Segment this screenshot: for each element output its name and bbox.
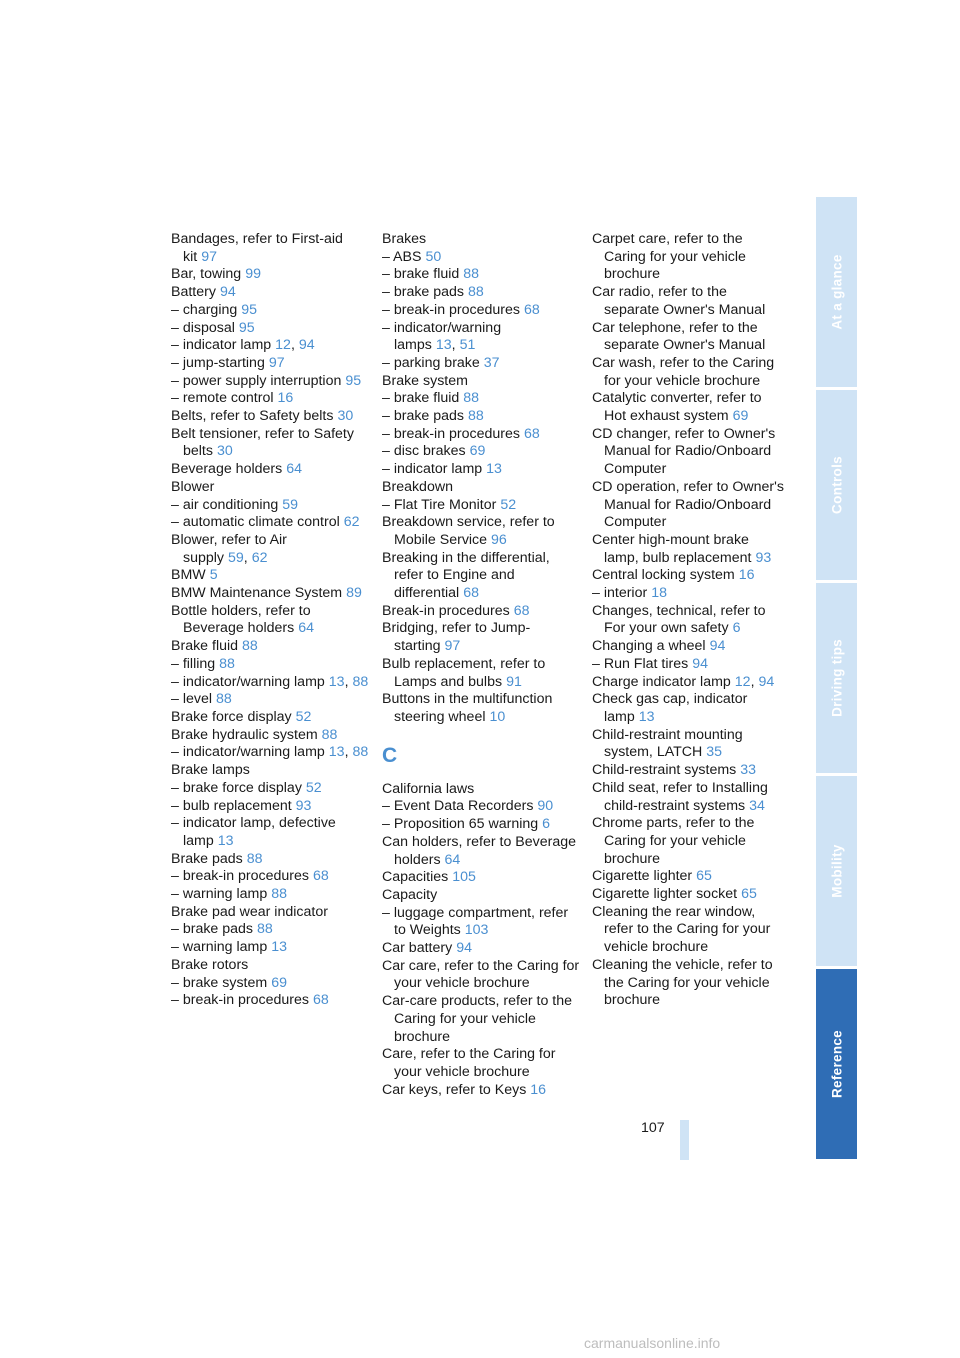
index-entry	[171, 603, 371, 638]
index-entry	[592, 390, 784, 425]
page-ref-link[interactable]: 68	[313, 868, 329, 885]
index-entry	[592, 231, 784, 284]
index-entry-text: – brake pads	[171, 921, 254, 938]
index-entry-text: Changes, technical, refer to For your own safety	[592, 602, 766, 637]
page-ref-link[interactable]: 94	[298, 337, 315, 354]
index-entry-text: Bridging, refer to Jump-starting	[382, 620, 531, 655]
index-entry-text: – brake fluid	[382, 266, 460, 283]
index-entry-text: Care, refer to the Caring for your vehicle brochure	[382, 1046, 556, 1080]
page-ref-link[interactable]: 64	[444, 851, 461, 868]
index-entry-text: Belts, refer to Safety belts	[171, 408, 334, 425]
page-ref-link[interactable]: 69	[271, 974, 287, 991]
index-entry-text: – interior	[592, 585, 648, 602]
index-entry-text: Cigarette lighter socket	[592, 886, 738, 903]
page-ref-link[interactable]: 94	[709, 638, 726, 655]
index-entry	[171, 479, 371, 497]
index-entry	[592, 479, 784, 532]
page-ref-link[interactable]: 50	[425, 248, 442, 265]
index-entry-text: – brake pads	[382, 284, 465, 301]
index-entry	[382, 958, 582, 993]
page-ref-link[interactable]: 16	[738, 567, 755, 584]
index-entry	[171, 939, 371, 957]
index-entry	[171, 231, 371, 266]
page-ref-link[interactable]: 13	[328, 744, 345, 761]
index-entry	[382, 620, 582, 655]
index-entry-text: Beverage holders	[171, 461, 283, 478]
tab-driving-tips[interactable]	[816, 583, 857, 773]
index-entry	[171, 904, 371, 922]
index-column-1	[171, 231, 371, 1010]
index-entry	[592, 886, 784, 904]
index-entry	[382, 249, 582, 267]
index-entry	[592, 603, 784, 638]
index-entry-text: – break-in procedures	[382, 425, 521, 442]
index-entry-text: Catalytic converter, refer to Hot exhaust system	[592, 390, 762, 425]
index-entry-text: CD changer, refer to Owner's Manual for Radio/Onboard Computer	[592, 425, 776, 478]
page-ref-link[interactable]: 35	[706, 744, 723, 761]
page-ref-separator: ,	[290, 337, 295, 354]
index-entry	[592, 585, 784, 603]
index-entry-text: – break-in procedures	[171, 992, 310, 1009]
index-entry	[382, 355, 582, 373]
index-entry-text: – brake pads	[382, 408, 465, 425]
page-ref-link[interactable]: 89	[346, 585, 362, 602]
index-entry-text: Breakdown	[382, 478, 453, 495]
page-ref-link[interactable]: 6	[542, 816, 551, 833]
index-entry-text: – filling	[171, 655, 216, 672]
index-entry	[592, 868, 784, 886]
index-entry-text: – break-in procedures	[382, 301, 521, 318]
index-entry	[171, 567, 371, 585]
page-ref-link[interactable]: 97	[268, 354, 285, 371]
index-entry	[171, 656, 371, 674]
page-ref-link[interactable]: 59	[228, 549, 244, 566]
index-entry	[382, 869, 582, 887]
index-entry-text: Cleaning the rear window, refer to the Caring for your vehicle brochure	[592, 903, 771, 956]
index-entry	[171, 497, 371, 515]
page-ref-link[interactable]: 68	[463, 585, 479, 602]
page-ref-link[interactable]: 69	[732, 408, 749, 425]
chapter-tabs	[816, 197, 857, 1162]
page-ref-link[interactable]: 88	[242, 638, 258, 655]
page-ref-link[interactable]: 68	[524, 425, 540, 442]
index-entry	[171, 691, 371, 709]
index-entry-text: – brake force display	[171, 779, 302, 796]
index-entry	[171, 355, 371, 373]
page-ref-link[interactable]: 68	[313, 992, 329, 1009]
page-ref-link[interactable]: 95	[238, 319, 255, 336]
page-ref-link[interactable]: 88	[468, 408, 484, 425]
index-entry-text: Central locking system	[592, 567, 735, 584]
index-entry	[592, 567, 784, 585]
index-entry-text: – remote control	[171, 390, 274, 407]
index-entry-text: Brake force display	[171, 708, 292, 725]
page-ref-link[interactable]: 94	[758, 673, 775, 690]
index-entry	[592, 638, 784, 656]
page-ref-link[interactable]: 97	[444, 638, 461, 655]
index-entry-text: Bottle holders, refer to Beverage holders	[171, 602, 311, 637]
index-entry-text: Belt tensioner, refer to Safety belts	[171, 425, 354, 460]
index-entry-text: – automatic climate control	[171, 514, 340, 531]
page-ref-link[interactable]: 59	[282, 496, 299, 513]
index-entry	[382, 514, 582, 549]
index-entry	[171, 373, 371, 391]
index-entry-text: CD operation, refer to Owner's Manual for Radio/Onboard Computer	[592, 478, 784, 531]
index-entry-text: Car radio, refer to the separate Owner's Manual	[592, 284, 766, 318]
page-ref-link[interactable]: 105	[452, 869, 476, 886]
index-entry	[382, 373, 582, 391]
index-list-b	[382, 231, 582, 727]
page-ref-link[interactable]: 103	[464, 922, 489, 939]
page-ref-link[interactable]: 99	[245, 266, 261, 283]
index-entry	[592, 284, 784, 319]
tab-reference[interactable]	[816, 969, 857, 1159]
page-number: 107	[641, 1120, 665, 1136]
index-entry	[382, 390, 582, 408]
index-entry-text: Brake system	[382, 372, 468, 389]
page-ref-separator: ,	[344, 673, 349, 690]
index-entry	[171, 921, 371, 939]
index-entry	[171, 886, 371, 904]
page-ref-link[interactable]: 97	[201, 248, 217, 265]
page-ref-link[interactable]: 88	[246, 850, 263, 867]
tab-label: Mobility	[829, 844, 844, 898]
watermark: carmanualsonline.info	[584, 1335, 721, 1351]
index-entry	[592, 532, 784, 567]
index-entry-text: Brakes	[382, 231, 427, 247]
index-entry	[382, 781, 582, 799]
index-entry	[382, 443, 582, 461]
page-ref-separator: ,	[750, 673, 755, 690]
index-entry	[592, 762, 784, 780]
index-entry	[171, 302, 371, 320]
index-entry-text: – bulb replacement	[171, 797, 292, 814]
index-entry	[382, 940, 582, 958]
index-entry	[171, 727, 371, 745]
index-entry	[382, 798, 582, 816]
page-ref-link[interactable]: 88	[463, 266, 480, 283]
page-ref-link[interactable]: 64	[298, 620, 314, 637]
index-list-c	[382, 781, 582, 1100]
page-ref-link[interactable]: 88	[219, 655, 235, 672]
page-ref-link[interactable]: 37	[483, 354, 500, 371]
index-entry	[171, 426, 371, 461]
index-entry-text: Breakdown service, refer to Mobile Service	[382, 514, 555, 548]
page-ref-link[interactable]: 13	[638, 708, 655, 725]
index-entry	[171, 284, 371, 302]
index-entry	[382, 479, 582, 497]
index-entry-text: Capacities	[382, 869, 449, 886]
index-entry	[171, 868, 371, 886]
section-letter-c: C	[382, 743, 398, 767]
page-ref-link[interactable]: 51	[459, 337, 476, 354]
index-entry-text: – warning lamp	[171, 939, 268, 956]
index-entry	[382, 691, 582, 726]
index-entry-text: Bulb replacement, refer to Lamps and bulbs	[382, 655, 546, 690]
index-entry	[592, 691, 784, 726]
index-entry-text: Changing a wheel	[592, 638, 706, 655]
index-entry-text: Car battery	[382, 940, 453, 957]
index-entry	[592, 727, 784, 762]
page-ref-link[interactable]: 34	[749, 797, 765, 814]
page-ref-link[interactable]: 88	[321, 726, 338, 743]
page-ref-link[interactable]: 62	[251, 549, 268, 566]
page-ref-link[interactable]: 13	[486, 461, 502, 478]
index-entry-text: – ABS	[382, 248, 422, 265]
index-entry-text: – level	[171, 691, 213, 708]
page-ref-link[interactable]: 13	[435, 337, 452, 354]
index-column-3	[592, 231, 784, 1010]
index-entry-text: Charge indicator lamp	[592, 673, 731, 690]
index-entry-text: Car care, refer to the Caring for your vehicle brochure	[382, 957, 580, 992]
index-entry-text: California laws	[382, 780, 475, 797]
index-entry-text: Breaking in the differential, refer to Engine and differential	[382, 549, 550, 602]
page-ref-link[interactable]: 93	[295, 797, 312, 814]
index-entry-text: – Proposition 65 warning	[382, 816, 539, 833]
index-entry	[382, 905, 582, 940]
index-entry-text: Car telephone, refer to the separate Owner's Manual	[592, 319, 766, 354]
index-entry-text: Child seat, refer to Installing child-restraint systems	[592, 779, 768, 814]
index-entry	[171, 798, 371, 816]
index-entry	[592, 656, 784, 674]
page-ref-link[interactable]: 96	[491, 531, 507, 548]
page-ref-link[interactable]: 10	[489, 708, 506, 725]
index-entry	[171, 638, 371, 656]
page-ref-link[interactable]: 13	[271, 939, 287, 956]
index-entry	[382, 816, 582, 834]
index-entry-text: – disposal	[171, 319, 235, 336]
index-entry	[171, 390, 371, 408]
page-ref-separator: ,	[451, 337, 456, 354]
page-ref-link[interactable]: 88	[352, 744, 369, 761]
index-entry	[592, 957, 784, 1010]
page-ref-link[interactable]: 95	[241, 301, 258, 318]
index-entry	[171, 514, 371, 532]
index-entry-text: Car-care products, refer to the Caring for your vehicle brochure	[382, 993, 573, 1045]
index-entry	[382, 320, 582, 355]
index-entry-text: Car keys, refer to Keys	[382, 1081, 527, 1098]
page-ref-link[interactable]: 30	[337, 408, 354, 425]
page-ref-link[interactable]: 88	[271, 886, 287, 903]
page-ref-link[interactable]: 65	[741, 886, 757, 903]
page-ref-link[interactable]: 30	[216, 443, 233, 460]
index-entry-text: – indicator lamp	[171, 337, 272, 354]
index-entry-text: Car wash, refer to the Caring for your vehicle brochure	[592, 354, 775, 389]
index-entry-text: – indicator/warning lamp	[171, 744, 325, 761]
page-ref-link[interactable]: 88	[216, 691, 232, 708]
index-entry-text: Brake fluid	[171, 638, 239, 655]
index-entry-text: Battery	[171, 284, 216, 301]
page-ref-separator: ,	[344, 744, 349, 761]
index-entry-text: – Flat Tire Monitor	[382, 496, 497, 513]
index-entry-text: Cleaning the vehicle, refer to the Caring for your vehicle brochure	[592, 956, 773, 1009]
page-ref-link[interactable]: 52	[305, 779, 322, 796]
tab-at-a-glance[interactable]	[816, 197, 857, 387]
index-entry	[382, 834, 582, 869]
tab-label: At a glance	[829, 254, 844, 330]
page-ref-link[interactable]: 91	[506, 673, 522, 690]
page-ref-link[interactable]: 69	[469, 443, 486, 460]
index-entry-text: – luggage compartment, refer to Weights	[382, 904, 569, 939]
page-ref-link[interactable]: 18	[651, 585, 667, 602]
index-entry-text: – power supply interruption	[171, 372, 342, 389]
tab-label: Reference	[829, 1030, 844, 1098]
index-entry-text: BMW Maintenance System	[171, 585, 343, 602]
index-entry	[382, 993, 582, 1046]
index-entry	[382, 603, 582, 621]
index-entry	[382, 1046, 582, 1081]
index-entry	[171, 461, 371, 479]
index-entry	[171, 851, 371, 869]
index-entry	[171, 709, 371, 727]
index-entry-text: Check gas cap, indicator lamp	[592, 691, 748, 725]
index-entry	[592, 904, 784, 957]
page-ref-link[interactable]: 13	[328, 673, 345, 690]
index-entry-text: Break-in procedures	[382, 602, 510, 619]
index-entry	[171, 585, 371, 603]
page-ref-link[interactable]: 12	[275, 337, 291, 354]
page-ref-link[interactable]: 12	[734, 673, 751, 690]
index-entry-text: Capacity	[382, 886, 438, 903]
index-entry	[592, 355, 784, 390]
page-ref-link[interactable]: 33	[740, 762, 757, 779]
index-entry	[592, 780, 784, 815]
index-entry	[382, 550, 582, 603]
index-entry	[171, 320, 371, 338]
tab-label: Driving tips	[829, 639, 844, 717]
index-entry	[382, 231, 582, 249]
index-entry-text: – Event Data Recorders	[382, 798, 534, 815]
index-entry	[592, 320, 784, 355]
index-entry-text: – jump-starting	[171, 354, 265, 371]
index-entry-text: Blower	[171, 478, 215, 495]
index-entry-text: – indicator/warning lamps	[382, 319, 502, 354]
index-entry	[171, 780, 371, 798]
index-entry-text: Brake pad wear indicator	[171, 903, 328, 920]
index-entry	[382, 1082, 582, 1100]
index-entry-text: Center high-mount brake lamp, bulb replacement	[592, 531, 752, 566]
page-ref-link[interactable]: 52	[295, 708, 312, 725]
page-ref-link[interactable]: 65	[696, 868, 712, 885]
index-entry-text: – disc brakes	[382, 443, 466, 460]
index-entry	[382, 302, 582, 320]
page-ref-link[interactable]: 68	[524, 301, 540, 318]
page-ref-link[interactable]: 88	[468, 284, 484, 301]
index-entry	[171, 992, 371, 1010]
index-entry	[382, 284, 582, 302]
index-entry-text: Child-restraint systems	[592, 762, 737, 779]
index-entry-text: – brake fluid	[382, 390, 460, 407]
tab-label: Controls	[829, 456, 844, 514]
index-entry-text: Brake rotors	[171, 956, 249, 973]
index-entry-text: – charging	[171, 301, 238, 318]
index-entry	[592, 674, 784, 692]
index-entry-text: Chrome parts, refer to the Caring for your vehicle brochure	[592, 815, 755, 867]
index-entry-text: Brake lamps	[171, 762, 250, 779]
index-entry	[382, 461, 582, 479]
index-entry	[382, 887, 582, 905]
page-ref-link[interactable]: 90	[537, 798, 554, 815]
index-entry-text: – parking brake	[382, 354, 480, 371]
index-entry-text: – Run Flat tires	[592, 655, 689, 672]
index-entry-text: Child-restraint mounting system, LATCH	[592, 726, 743, 761]
page-ref-link[interactable]: 5	[209, 567, 218, 584]
index-entry	[171, 957, 371, 975]
index-entry-text: BMW	[171, 567, 206, 584]
page-ref-link[interactable]: 6	[732, 620, 741, 637]
index-entry-text: Cigarette lighter	[592, 868, 693, 885]
page-ref-separator: ,	[243, 549, 248, 566]
index-entry-text: – indicator/warning lamp	[171, 673, 325, 690]
page-ref-link[interactable]: 64	[286, 461, 302, 478]
page-ref-link[interactable]: 88	[352, 673, 369, 690]
index-entry-text: Blower, refer to Air supply	[171, 531, 287, 566]
index-entry-text: – air conditioning	[171, 496, 279, 513]
index-entry	[171, 337, 371, 355]
index-entry	[171, 266, 371, 284]
index-entry	[382, 656, 582, 691]
page-ref-link[interactable]: 88	[257, 921, 273, 938]
index-entry	[171, 975, 371, 993]
tab-mobility[interactable]	[816, 776, 857, 966]
index-entry	[171, 744, 371, 762]
page-ref-link[interactable]: 95	[345, 372, 362, 389]
index-entry-text: – warning lamp	[171, 886, 268, 903]
index-entry-text: Bandages, refer to First-aid kit	[171, 231, 343, 265]
tab-controls[interactable]	[816, 390, 857, 580]
index-entry	[171, 815, 371, 850]
index-entry	[592, 426, 784, 479]
index-entry-text: Brake pads	[171, 850, 243, 867]
index-entry-text: Carpet care, refer to the Caring for your vehicle brochure	[592, 231, 746, 283]
index-entry-text: – indicator lamp	[382, 461, 483, 478]
page-ref-link[interactable]: 88	[463, 390, 480, 407]
index-entry-text: Bar, towing	[171, 266, 242, 283]
page-ref-link[interactable]: 94	[456, 940, 472, 957]
index-entry-text: Brake hydraulic system	[171, 726, 318, 743]
index-entry	[382, 426, 582, 444]
page-ref-link[interactable]: 13	[217, 832, 234, 849]
page-ref-link[interactable]: 68	[513, 602, 530, 619]
index-entry	[171, 674, 371, 692]
index-entry	[171, 762, 371, 780]
page-ref-link[interactable]: 93	[755, 549, 772, 566]
index-entry-text: Buttons in the multifunction steering wheel	[382, 691, 553, 725]
index-column-2	[382, 231, 582, 1099]
page-number-bar	[680, 1120, 689, 1160]
index-entry	[171, 408, 371, 426]
index-entry	[171, 532, 371, 567]
page-ref-link[interactable]: 94	[692, 655, 708, 672]
index-entry	[382, 497, 582, 515]
index-entry	[592, 815, 784, 868]
index-entry-text: – indicator lamp, defective lamp	[171, 815, 336, 849]
page-ref-link[interactable]: 16	[530, 1081, 547, 1098]
index-entry	[382, 266, 582, 284]
page-ref-link[interactable]: 52	[500, 496, 517, 513]
page-ref-link[interactable]: 16	[277, 390, 294, 407]
index-entry	[382, 408, 582, 426]
index-entry-text: Can holders, refer to Beverage holders	[382, 833, 577, 868]
index-entry-text: – break-in procedures	[171, 868, 310, 885]
page-ref-link[interactable]: 62	[343, 514, 360, 531]
index-entry-text: – brake system	[171, 974, 268, 991]
page-ref-link[interactable]: 94	[219, 284, 236, 301]
